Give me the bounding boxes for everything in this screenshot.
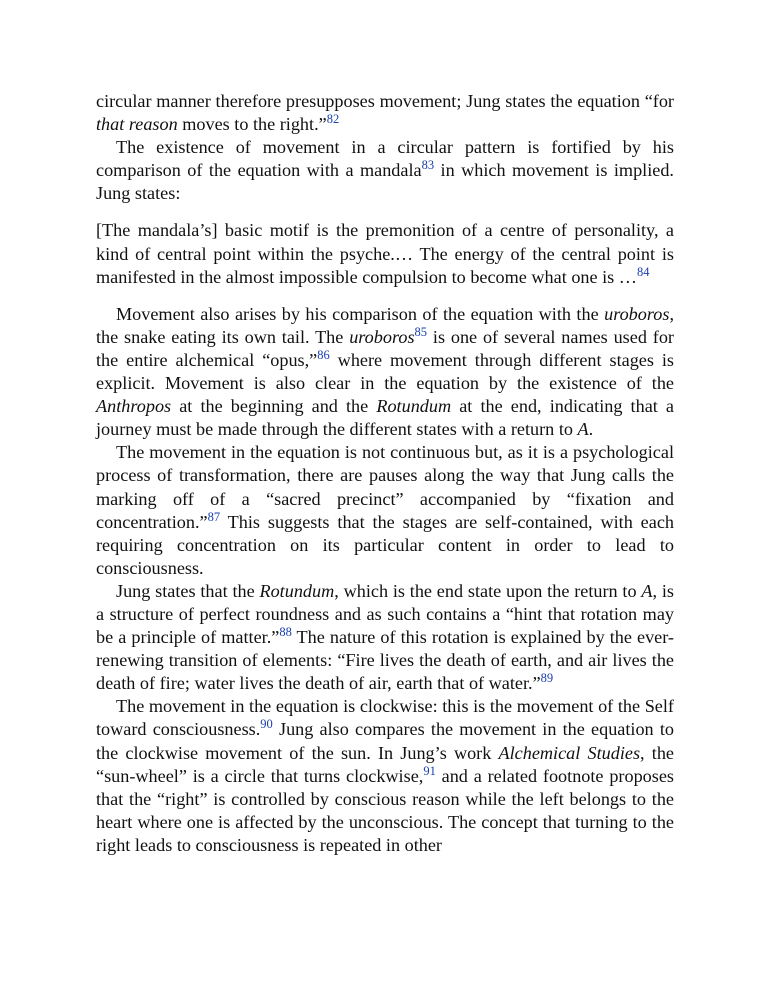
paragraph xyxy=(96,303,674,442)
text-run: , is a structure of perfect roundness and as such contains a “hint that rotation may be a principle of matter.” xyxy=(96,580,674,648)
italic-text: Alchemical Studies xyxy=(498,742,641,763)
text-run: The movement in the equation is clockwise: this is the movement of the Self toward consciousness. xyxy=(96,696,674,740)
text-run: The movement in the equation is not continuous but, as it is a psychological process of transformation, there are pauses along the way that Jung calls the marking off of a “sacred precinct” accompanied by “fixation and concentration.” xyxy=(96,442,674,532)
italic-text: Rotundum xyxy=(259,580,335,601)
text-run: in which movement is implied. Jung states: xyxy=(96,160,674,204)
italic-text: uroboros xyxy=(349,326,415,347)
italic-text: A xyxy=(577,419,589,440)
text-run: The existence of movement in a circular pattern is fortified by his comparison of the equation with a mandala xyxy=(96,137,674,181)
text-run: at the end, indicating that a journey must be made through the different states with a return to xyxy=(96,396,674,440)
paragraph xyxy=(96,90,674,136)
italic-text: uroboros xyxy=(604,303,670,324)
footnote-ref-85[interactable]: 85 xyxy=(414,324,428,339)
footnote-ref-86[interactable]: 86 xyxy=(317,347,330,362)
italic-text: that reason xyxy=(96,114,178,135)
text-run: and a related footnote proposes that the “right” is controlled by conscious reason while the left belongs to the heart where one is affected by the unconscious. The concept that turning to the right leads to consciousness is repeated in other xyxy=(96,765,674,855)
paragraph xyxy=(96,441,674,580)
italic-text: Rotundum xyxy=(376,396,452,417)
footnote-ref-84[interactable]: 84 xyxy=(637,264,650,279)
footnote-ref-89[interactable]: 89 xyxy=(540,671,554,686)
footnote-ref-88[interactable]: 88 xyxy=(279,625,292,640)
text-run: at the beginning and the xyxy=(171,396,377,417)
italic-text: Anthropos xyxy=(96,396,172,417)
text-run: . xyxy=(588,419,594,440)
text-run: , the “sun-wheel” is a circle that turns clockwise, xyxy=(96,742,674,786)
text-run: Movement also arises by his comparison of the equation with the xyxy=(116,303,605,324)
footnote-ref-82[interactable]: 82 xyxy=(326,112,340,127)
italic-text: A xyxy=(641,580,653,601)
text-run: where movement through different stages is explicit. Movement is also clear in the equation by the existence of the xyxy=(96,349,675,394)
footnote-ref-87[interactable]: 87 xyxy=(207,509,221,524)
paragraph xyxy=(96,695,674,857)
block-quote xyxy=(96,219,674,288)
text-run: Jung states that the xyxy=(116,580,260,601)
text-run: , which is the end state upon the return to xyxy=(334,580,642,601)
text-run: , the snake eating its own tail. The xyxy=(96,303,674,347)
footnote-ref-83[interactable]: 83 xyxy=(421,158,435,173)
footnote-ref-90[interactable]: 90 xyxy=(260,717,273,732)
text-run: moves to the right.” xyxy=(177,114,327,135)
text-run: circular manner therefore presupposes movement; Jung states the equation “for xyxy=(96,91,674,111)
paragraph xyxy=(96,580,674,695)
text-run: The nature of this rotation is explained by the ever-renewing transition of elements: “Fire lives the death of earth, and air lives the death of fire; water lives the death of air, earth that of water.” xyxy=(96,627,674,694)
paragraph xyxy=(96,136,674,205)
footnote-ref-91[interactable]: 91 xyxy=(423,763,436,778)
document-page xyxy=(96,90,674,857)
text-run: is one of several names used for the entire alchemical “opus,” xyxy=(96,326,674,370)
text-run: Jung also compares the movement in the equation to the clockwise movement of the sun. In Jung’s work xyxy=(96,719,674,763)
text-run: [The mandala’s] basic motif is the premonition of a centre of personality, a kind of central point within the psyche.… The energy of the central point is manifested in the almost impossible compulsion to become what one is … xyxy=(96,220,674,287)
text-run: This suggests that the stages are self-contained, with each requiring concentration on its particular content in order to lead to consciousness. xyxy=(96,511,674,578)
